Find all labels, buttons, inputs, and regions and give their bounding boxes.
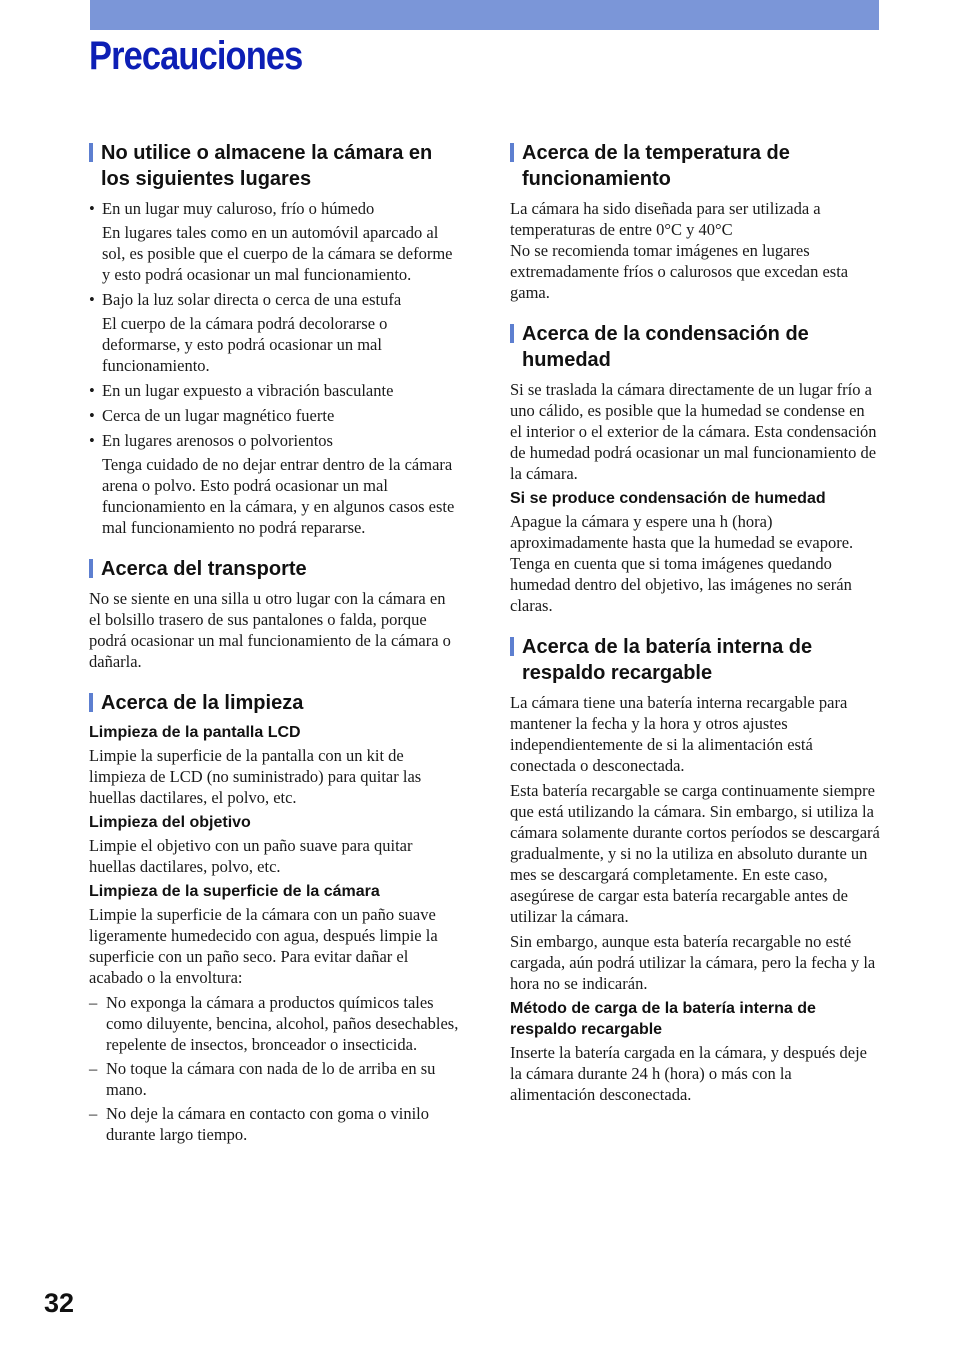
list-item-description: El cuerpo de la cámara podrá decolorarse o deformarse, y esto podrá ocasionar un mal funcionamiento. — [102, 314, 388, 375]
heading-bar-marker — [510, 324, 514, 343]
list-item: – No deje la cámara en contacto con goma o vinilo durante largo tiempo. — [89, 1104, 429, 1144]
heading-bar-marker — [510, 143, 514, 162]
bullet-marker: • — [89, 381, 95, 400]
sub-heading: Método de carga de la batería interna de respaldo recargable — [510, 1000, 816, 1038]
bullet-marker: • — [89, 431, 95, 450]
page-number: 32 — [44, 1288, 75, 1318]
bullet-marker: • — [89, 199, 95, 218]
section-heading: Acerca de la limpieza — [89, 690, 459, 716]
sub-heading: Si se produce condensación de humedad — [510, 490, 826, 507]
list-item: – No exponga la cámara a productos químicos tales como diluyente, bencina, alcohol, paños desechables, repelente de insectos, bronceador o insecticida. — [89, 993, 459, 1054]
bullet-marker: • — [89, 406, 95, 425]
dash-marker: – — [89, 1104, 98, 1123]
body-text: La cámara tiene una batería interna recargable para mantener la fecha y la hora y otros ajustes independientemente de si la alimentación está conectada o desconectada. — [510, 693, 848, 775]
bullet-marker: • — [89, 290, 95, 309]
section-heading: Acerca de la condensación de humedad — [510, 321, 880, 373]
sub-heading: Limpieza de la superficie de la cámara — [89, 883, 380, 900]
section-storage-places — [89, 140, 459, 538]
left-column — [89, 140, 459, 1148]
section-heading: Acerca del transporte — [89, 556, 459, 582]
section-condensation — [510, 321, 880, 616]
body-text: Si se traslada la cámara directamente de un lugar frío a uno cálido, es posible que la humedad se condense en el interior o el exterior de la cámara. Esta condensación de humedad podrá ocasionar un mal funcionamiento de la cámara. — [510, 380, 877, 483]
dash-marker: – — [89, 1059, 98, 1078]
list-item: • En lugares arenosos o polvorientos Tenga cuidado de no dejar entrar dentro de la cámara arena o polvo. Esto podrá ocasionar un mal funcionamiento en la cámara, y en algunos casos este mal funcionamiento no podrá repararse. — [89, 430, 459, 538]
heading-bar-marker — [89, 559, 93, 578]
places-list — [89, 198, 459, 538]
body-text: La cámara ha sido diseñada para ser utilizada a temperaturas de entre 0°C y 40°C — [510, 199, 821, 239]
list-item: • Cerca de un lugar magnético fuerte — [89, 406, 335, 425]
body-text: Esta batería recargable se carga continuamente siempre que está utilizando la cámara. Sin embargo, si utiliza la cámara solamente durante cortos períodos se descargará gradualmente, y si no la utiliza en absoluto durante un mes se descargará completamente. En este caso, asegúrese de cargar esta batería recargable antes de utilizar la cámara. — [510, 781, 880, 926]
section-backup-battery — [510, 634, 880, 1105]
cleaning-warnings-list — [89, 992, 459, 1145]
section-transport — [89, 556, 459, 672]
list-item-description: En lugares tales como en un automóvil aparcado al sol, es posible que el cuerpo de la cámara se deforme y esto podrá ocasionar un mal funcionamiento. — [102, 223, 453, 284]
body-text: Limpie el objetivo con un paño suave para quitar huellas dactilares, polvo, etc. — [89, 836, 413, 876]
section-operating-temperature — [510, 140, 880, 303]
sub-heading: Limpieza de la pantalla LCD — [89, 724, 301, 741]
section-cleaning — [89, 690, 459, 1145]
page-title: Precauciones — [89, 34, 303, 78]
section-heading: No utilice o almacene la cámara en los siguientes lugares — [89, 140, 459, 192]
right-column — [510, 140, 880, 1109]
list-item: • En un lugar expuesto a vibración basculante — [89, 381, 394, 400]
sub-heading: Limpieza del objetivo — [89, 814, 251, 831]
header-color-bar — [90, 0, 879, 30]
body-text: Limpie la superficie de la pantalla con un kit de limpieza de LCD (no suministrado) para quitar las huellas dactilares, el polvo, etc. — [89, 746, 422, 807]
dash-marker: – — [89, 993, 98, 1012]
heading-bar-marker — [89, 143, 93, 162]
list-item: • Bajo la luz solar directa o cerca de una estufa El cuerpo de la cámara podrá decolorarse o deformarse, y esto podrá ocasionar un mal funcionamiento. — [89, 289, 459, 376]
body-text: No se recomienda tomar imágenes en lugares extremadamente fríos o calurosos que excedan esta gama. — [510, 241, 849, 302]
body-text: Sin embargo, aunque esta batería recargable no esté cargada, aún podrá utilizar la cámara, pero la fecha y la hora no se indicarán. — [510, 932, 876, 993]
list-item: – No toque la cámara con nada de lo de arriba en su mano. — [89, 1059, 436, 1099]
section-heading: Acerca de la temperatura de funcionamiento — [510, 140, 880, 192]
section-heading: Acerca de la batería interna de respaldo recargable — [510, 634, 880, 686]
heading-bar-marker — [89, 693, 93, 712]
body-text: Apague la cámara y espere una h (hora) aproximadamente hasta que la humedad se evapore. Tenga en cuenta que si toma imágenes quedando humedad dentro del objetivo, las imágenes no serán claras. — [510, 512, 854, 615]
list-item: • En un lugar muy caluroso, frío o húmedo En lugares tales como en un automóvil aparcado al sol, es posible que el cuerpo de la cámara se deforme y esto podrá ocasionar un mal funcionamiento. — [89, 198, 459, 285]
body-text: Limpie la superficie de la cámara con un paño suave ligeramente humedecido con agua, después limpie la superficie con un paño seco. Para evitar dañar el acabado o la envoltura: — [89, 905, 438, 987]
body-text: Inserte la batería cargada en la cámara, y después deje la cámara durante 24 h (hora) o más con la alimentación desconectada. — [510, 1043, 867, 1104]
list-item-description: Tenga cuidado de no dejar entrar dentro de la cámara arena o polvo. Esto podrá ocasionar un mal funcionamiento en la cámara, y en algunos casos este mal funcionamiento no podrá repararse. — [102, 455, 455, 537]
body-text: No se siente en una silla u otro lugar con la cámara en el bolsillo trasero de sus pantalones o falda, porque podrá ocasionar un mal funcionamiento de la cámara o dañarla. — [89, 589, 451, 671]
heading-bar-marker — [510, 637, 514, 656]
